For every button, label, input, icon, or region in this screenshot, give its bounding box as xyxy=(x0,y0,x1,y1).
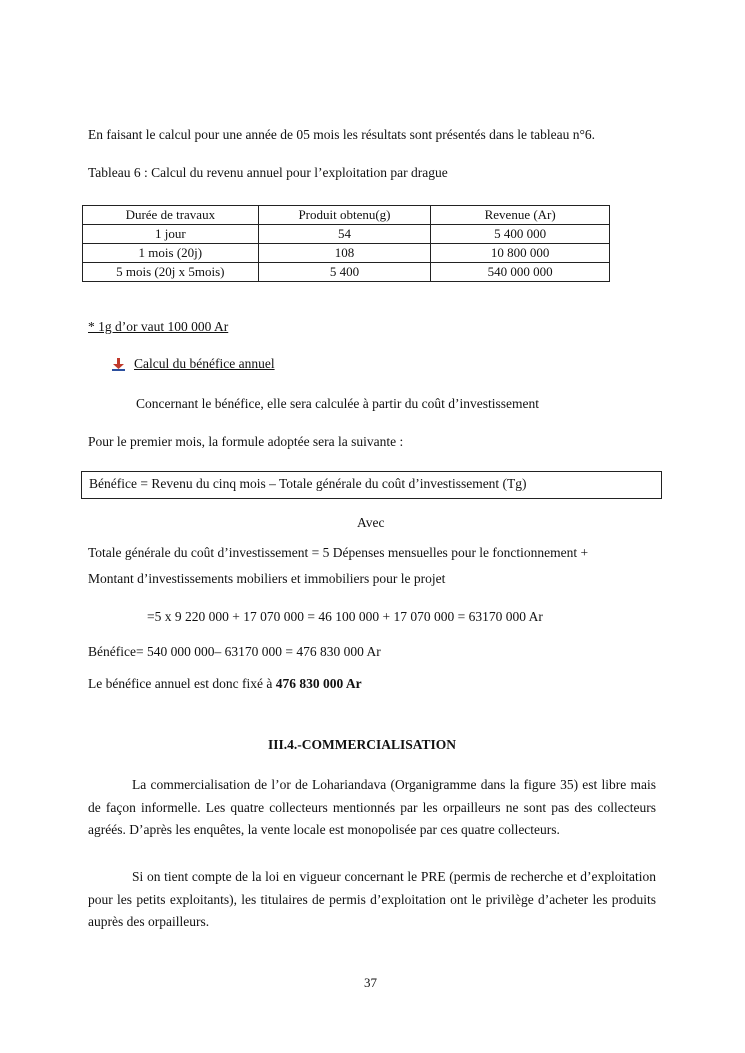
avec-label: Avec xyxy=(357,515,385,530)
annual-benefit-line xyxy=(88,676,362,692)
table-header-cell: Revenue (Ar) xyxy=(431,206,610,225)
paragraph-2 xyxy=(88,866,656,934)
revenue-table xyxy=(82,205,610,282)
table-row xyxy=(83,244,610,263)
table-cell: 5 400 xyxy=(258,263,431,282)
calc-line: =5 x 9 220 000 + 17 070 000 = 46 100 000 + 17 070 000 = 63170 000 Ar xyxy=(147,609,543,624)
table-caption: Tableau 6 : Calcul du revenu annuel pour l’exploitation par drague xyxy=(88,165,448,180)
table-cell: 5 400 000 xyxy=(431,225,610,244)
table-cell: 540 000 000 xyxy=(431,263,610,282)
page-number: 37 xyxy=(364,975,377,990)
section-title: III.4.-COMMERCIALISATION xyxy=(268,737,457,752)
paragraph-1-text: La commercialisation de l’or de Lohariandava (Organigramme dans la figure 35) est libre mais de façon informelle. Les quatre collecteurs mentionnés par les orpailleurs ne sont pas des collecteurs agréés. D’après les enquêtes, la vente locale est monopolisée par ces quatre collecteurs. xyxy=(88,777,656,837)
intro-text: En faisant le calcul pour une année de 05 mois les résultats sont présentés dans le tableau n°6. xyxy=(88,127,595,142)
table-cell: 108 xyxy=(258,244,431,263)
gold-price-note: * 1g d’or vaut 100 000 Ar xyxy=(88,319,229,334)
premier-mois-text: Pour le premier mois, la formule adoptée sera la suivante : xyxy=(88,434,404,449)
table-header-cell: Produit obtenu(g) xyxy=(258,206,431,225)
table-cell: 5 mois (20j x 5mois) xyxy=(83,263,259,282)
annual-benefit-prefix: Le bénéfice annuel est donc fixé à xyxy=(88,676,276,691)
table-cell: 54 xyxy=(258,225,431,244)
table-header-cell: Durée de travaux xyxy=(83,206,259,225)
formula-text: Bénéfice = Revenu du cinq mois – Totale générale du coût d’investissement (Tg) xyxy=(89,476,527,491)
annual-benefit-value: 476 830 000 Ar xyxy=(275,676,362,691)
table-cell: 10 800 000 xyxy=(431,244,610,263)
table-row xyxy=(83,225,610,244)
formula-box xyxy=(81,471,662,499)
table-header-row xyxy=(83,206,610,225)
paragraph-1 xyxy=(88,774,656,842)
bullet-heading: Calcul du bénéfice annuel xyxy=(134,356,275,371)
table-cell: 1 mois (20j) xyxy=(83,244,259,263)
totale-line-1: Totale générale du coût d’investissement = 5 Dépenses mensuelles pour le fonctionnement + xyxy=(88,545,589,560)
concernant-text: Concernant le bénéfice, elle sera calculée à partir du coût d’investissement xyxy=(136,396,539,411)
paragraph-2-text: Si on tient compte de la loi en vigueur concernant le PRE (permis de recherche et d’exploitation pour les petits exploitants), les titulaires de permis d’exploitation ont le privilège d’acheter les produits auprès des orpailleurs. xyxy=(88,869,656,929)
totale-line-2: Montant d’investissements mobiliers et immobiliers pour le projet xyxy=(88,571,446,586)
table-cell: 1 jour xyxy=(83,225,259,244)
benefice-line: Bénéfice= 540 000 000– 63170 000 = 476 830 000 Ar xyxy=(88,644,381,659)
table-row xyxy=(83,263,610,282)
arrow-bullet-icon xyxy=(112,358,125,371)
